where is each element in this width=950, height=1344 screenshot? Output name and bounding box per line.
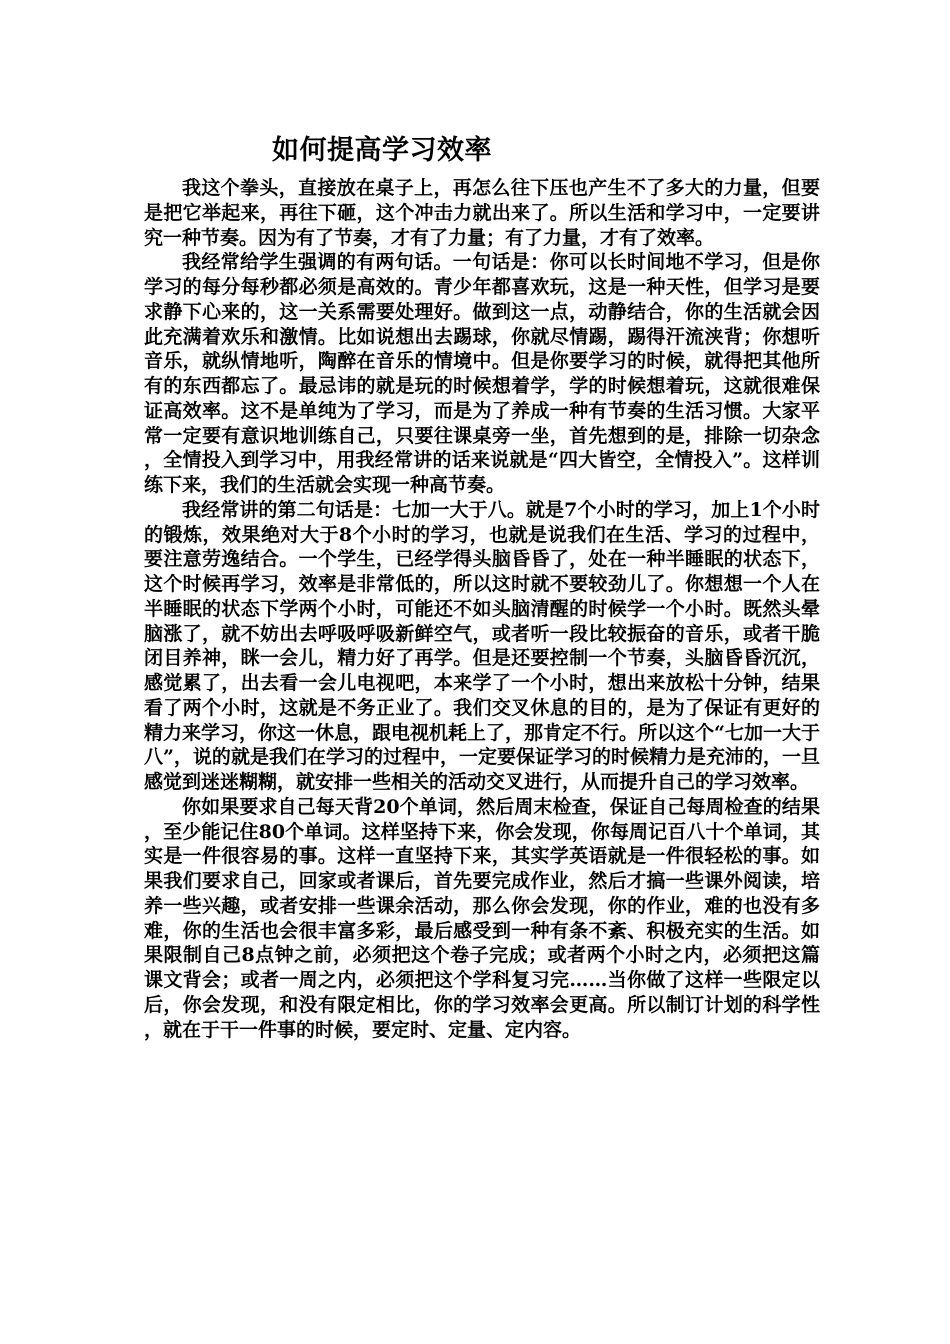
body-paragraph-1: 我这个拳头，直接放在桌子上，再怎么往下压也产生不了多大的力量，但要是把它举起来，再往下砸，这个冲击力就出来了。所以生活和学习中，一定要讲究一种节奏。因为有了节奏，才有了力量；有了力量，才有了效率。 [144,177,820,249]
document-body [144,176,820,1042]
body-paragraph-4: 你如果要求自己每天背20个单词，然后周末检查，保证自己每周检查的结果，至少能记住80个单词。这样坚持下来，你会发现，你每周记百八十个单词，其实是一件很容易的事。这样一直坚持下来，其实学英语就是一件很轻松的事。如果我们要求自己，回家或者课后，首先要完成作业，然后才搞一些课外阅读，培养一些兴趣，或者安排一些课余活动，那么你会发现，你的作业，难的也没有多难，你的生活也会很丰富多彩，最后感受到一种有条不紊、积极充实的生活。如果限制自己8点钟之前，必须把这个卷子完成；或者两个小时之内，必须把这篇课文背会；或者一周之内，必须把这个学科复习完……当你做了这样一些限定以后，你会发现，和没有限定相比，你的学习效率会更高。所以制订计划的科学性，就在于干一件事的时候，要定时、定量、定内容。 [144,795,820,1041]
body-paragraph-2: 我经常给学生强调的有两句话。一句话是：你可以长时间地不学习，但是你学习的每分每秒都必须是高效的。青少年都喜欢玩，这是一种天性，但学习是要求静下心来的，这一关系需要处理好。做到这一点，动静结合，你的生活就会因此充满着欢乐和激情。比如说想出去踢球，你就尽情踢，踢得汗流浃背；你想听音乐，就纵情地听，陶醉在音乐的情境中。但是你要学习的时候，就得把其他所有的东西都忘了。最忌讳的就是玩的时候想着学，学的时候想着玩，这就很难保证高效率。这不是单纯为了学习，而是为了养成一种有节奏的生活习惯。大家平常一定要有意识地训练自己，只要往课桌旁一坐，首先想到的是，排除一切杂念，全情投入到学习中，用我经常讲的话来说就是“四大皆空，全情投入”。这样训练下来，我们的生活就会实现一种高节奏。 [144,251,820,496]
body-paragraph-3: 我经常讲的第二句话是：七加一大于八。就是7个小时的学习，加上1个小时的锻炼，效果绝对大于8个小时的学习，也就是说我们在生活、学习的过程中，要注意劳逸结合。一个学生，已经学得头脑昏昏了，处在一种半睡眠的状态下，这个时候再学习，效率是非常低的，所以这时就不要较劲儿了。你想想一个人在半睡眠的状态下学两个小时，可能还不如头脑清醒的时候学一个小时。既然头晕脑涨了，就不妨出去呼吸呼吸新鲜空气，或者听一段比较振奋的音乐，或者干脆闭目养神，眯一会儿，精力好了再学。但是还要控制一个节奏，头脑昏昏沉沉，感觉累了，出去看一会儿电视吧，本来学了一个小时，想出来放松十分钟，结果看了两个小时，这就是不务正业了。我们交叉休息的目的，是为了保证有更好的精力来学习，你这一休息，跟电视机耗上了，那肯定不行。所以这个“七加一大于八”，说的就是我们在学习的过程中，一定要保证学习的时候精力是充沛的，一旦感觉到迷迷糊糊，就安排一些相关的活动交叉进行，从而提升自己的学习效率。 [144,498,820,793]
document-title: 如何提高学习效率 [272,135,492,166]
